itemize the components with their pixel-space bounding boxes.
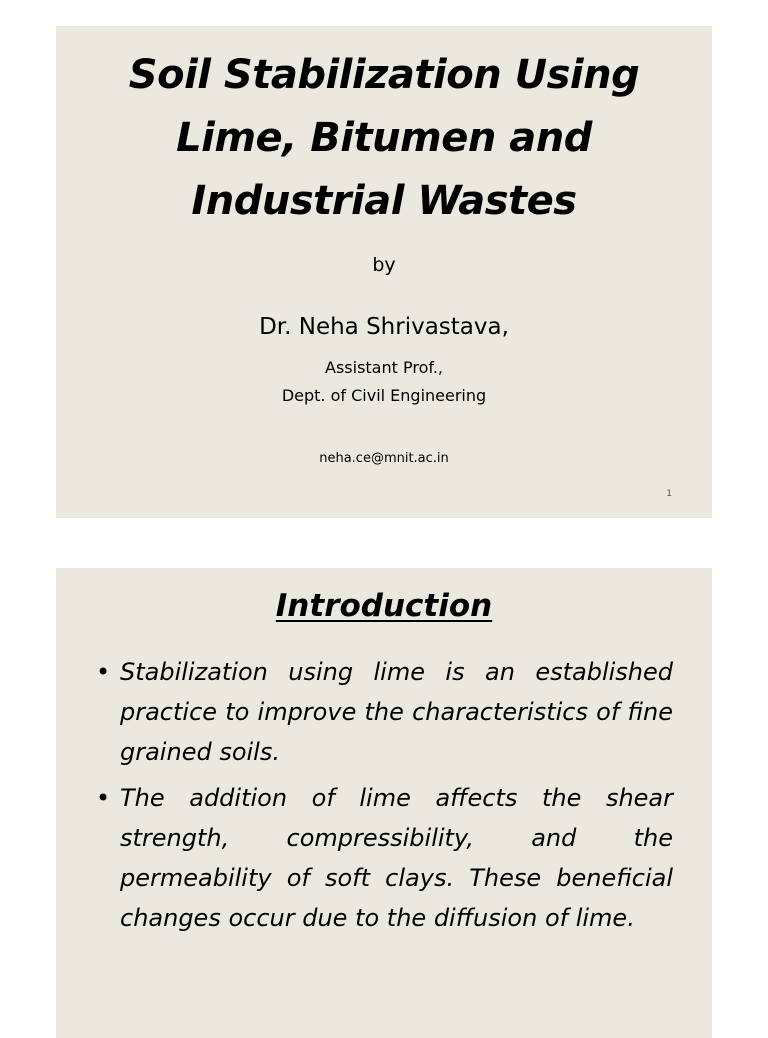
bullet-text: The addition of lime affects the shear strength, compressibility, and the permeability of soft clays. These beneficial changes occur due to the diffusion of lime. [120,784,673,932]
section-heading-text: Introduction [275,588,493,624]
bullet-icon: • [96,784,111,812]
title-slide [56,26,712,518]
bullet-icon: • [96,658,111,686]
slide-number: 1 [666,489,672,499]
slide-title-line-3: Industrial Wastes [191,178,577,224]
introduction-slide [56,568,712,1038]
by-label: by [372,254,396,276]
slide-title-line-1: Soil Stabilization Using [128,52,640,98]
author-department: Dept. of Civil Engineering [281,386,487,405]
section-heading [56,588,712,624]
author-email: neha.ce@mnit.ac.in [319,451,449,466]
bullet-list [96,652,673,944]
slide-title-line-2: Lime, Bitumen and [176,115,592,161]
slide-title [56,44,712,233]
author-position: Assistant Prof., [325,358,443,377]
bullet-item [96,652,673,772]
bullet-text: Stabilization using lime is an established practice to improve the characteristics of fine grained soils. [120,658,673,766]
bullet-item [96,778,673,938]
author-name: Dr. Neha Shrivastava, [259,314,509,340]
